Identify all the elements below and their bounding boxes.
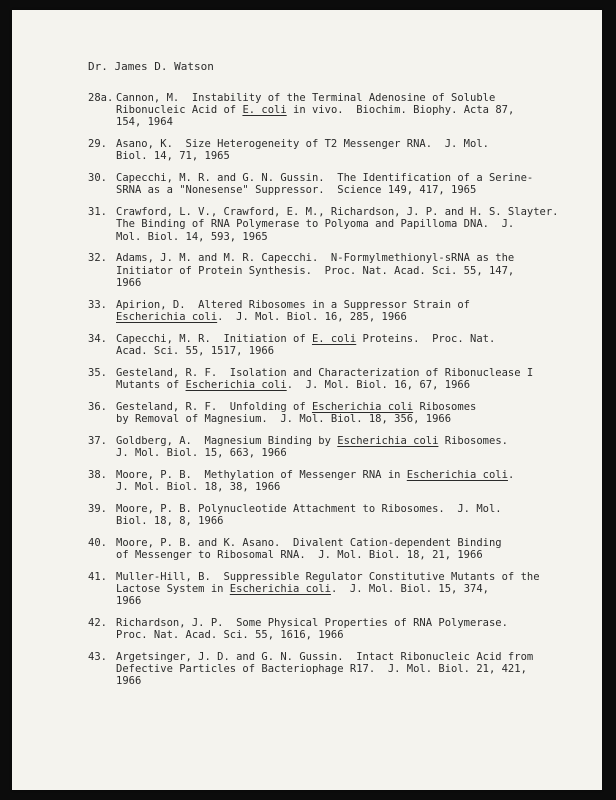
reference-line xyxy=(116,138,588,150)
reference-item xyxy=(88,401,588,425)
reference-line xyxy=(116,663,588,675)
line-text: J. Mol. Biol. 15, 663, 1966 xyxy=(116,446,287,459)
line-text: Initiator of Protein Synthesis. Proc. Nat. Acad. Sci. 55, 147, xyxy=(116,264,515,277)
line-text: Asano, K. Size Heterogeneity of T2 Messenger RNA. J. Mol. xyxy=(116,138,489,151)
underlined-species-name: Escherichia coli xyxy=(311,400,414,413)
line-text: Cannon, M. Instability of the Terminal Adenosine of Soluble xyxy=(116,92,496,104)
reference-item xyxy=(88,651,588,688)
reference-number: 42. xyxy=(88,616,107,629)
reference-item xyxy=(88,367,588,391)
line-text: Gesteland, R. F. Isolation and Characterization of Ribonuclease I xyxy=(116,366,534,379)
reference-number: 28a. xyxy=(88,92,114,104)
line-text: Mutants of xyxy=(116,378,186,391)
line-text: Moore, P. B. Polynucleotide Attachment to Ribosomes. J. Mol. xyxy=(116,502,502,515)
line-text: The Binding of RNA Polymerase to Polyoma and Papilloma DNA. J. xyxy=(116,218,515,231)
line-text: . J. Mol. Biol. 16, 67, 1966 xyxy=(286,378,471,391)
reference-line xyxy=(116,595,588,607)
reference-line xyxy=(116,537,588,549)
line-text: Moore, P. B. and K. Asano. Divalent Cation-dependent Binding xyxy=(116,536,502,549)
line-text: in vivo. Biochim. Biophy. Acta 87, xyxy=(286,104,515,117)
reference-number: 39. xyxy=(88,502,107,515)
line-text: Capecchi, M. R. and G. N. Gussin. The Identification of a Serine- xyxy=(116,172,534,185)
line-text: Muller-Hill, B. Suppressible Regulator Constitutive Mutants of the xyxy=(116,570,540,583)
line-text: 1966 xyxy=(116,595,142,608)
reference-number: 34. xyxy=(88,332,107,345)
reference-item xyxy=(88,503,588,527)
line-text: J. Mol. Biol. 18, 38, 1966 xyxy=(116,480,281,493)
reference-line xyxy=(116,379,588,391)
line-text: Richardson, J. P. Some Physical Properties of RNA Polymerase. xyxy=(116,616,508,629)
reference-item xyxy=(88,138,588,162)
underlined-species-name: Escherichia coli xyxy=(229,582,331,595)
reference-number: 36. xyxy=(88,400,107,413)
line-text: Crawford, L. V., Crawford, E. M., Richardson, J. P. and H. S. Slayter. xyxy=(116,206,559,219)
reference-line xyxy=(116,92,588,104)
reference-line xyxy=(116,675,588,687)
underlined-species-name: Escherichia coli xyxy=(185,378,287,391)
line-text: Goldberg, A. Magnesium Binding by xyxy=(116,434,338,447)
reference-line xyxy=(116,447,588,459)
reference-line xyxy=(116,184,588,196)
line-text: 1966 xyxy=(116,276,142,289)
line-text: Moore, P. B. Methylation of Messenger RNA in xyxy=(116,468,407,481)
reference-line xyxy=(116,367,588,379)
line-text: Apirion, D. Altered Ribosomes in a Suppressor Strain of xyxy=(116,298,471,311)
reference-number: 32. xyxy=(88,252,107,265)
line-text: Defective Particles of Bacteriophage R17. J. Mol. Biol. 21, 421, xyxy=(116,663,527,676)
line-text: Proc. Nat. Acad. Sci. 55, 1616, 1966 xyxy=(116,629,344,642)
line-text: Capecchi, M. R. Initiation of xyxy=(116,332,312,345)
line-text: Proteins. Proc. Nat. xyxy=(356,332,496,345)
underlined-species-name: Escherichia coli xyxy=(406,468,508,481)
reference-item xyxy=(88,92,588,129)
reference-line xyxy=(116,218,588,230)
reference-line xyxy=(116,435,588,447)
line-text: 1966 xyxy=(116,675,142,688)
reference-item xyxy=(88,537,588,561)
reference-line xyxy=(116,299,588,311)
reference-line xyxy=(116,116,588,128)
reference-line xyxy=(116,549,588,561)
reference-line xyxy=(116,265,588,277)
line-text: of Messenger to Ribosomal RNA. J. Mol. Biol. 18, 21, 1966 xyxy=(116,548,483,561)
reference-line xyxy=(116,469,588,481)
line-text: Lactose System in xyxy=(116,582,230,595)
line-text: Adams, J. M. and M. R. Capecchi. N-Formylmethionyl-sRNA as the xyxy=(116,252,515,265)
reference-line xyxy=(116,401,588,413)
line-text: 154, 1964 xyxy=(116,116,173,129)
reference-line xyxy=(116,345,588,357)
line-text: Biol. 14, 71, 1965 xyxy=(116,150,230,163)
reference-line xyxy=(116,104,588,116)
line-text: Mol. Biol. 14, 593, 1965 xyxy=(116,230,268,243)
reference-item xyxy=(88,299,588,323)
reference-line xyxy=(116,503,588,515)
reference-number: 41. xyxy=(88,570,107,583)
reference-line xyxy=(116,150,588,162)
line-text: . J. Mol. Biol. 15, 374, xyxy=(330,582,489,595)
reference-number: 37. xyxy=(88,434,107,447)
reference-item xyxy=(88,435,588,459)
line-text: Acad. Sci. 55, 1517, 1966 xyxy=(116,344,275,357)
reference-item xyxy=(88,333,588,357)
reference-number: 40. xyxy=(88,536,107,549)
line-text: Argetsinger, J. D. and G. N. Gussin. Intact Ribonucleic Acid from xyxy=(116,650,534,663)
line-text: Biol. 18, 8, 1966 xyxy=(116,514,224,527)
reference-number: 43. xyxy=(88,650,107,663)
reference-line xyxy=(116,311,588,323)
reference-line xyxy=(116,277,588,289)
reference-item xyxy=(88,172,588,196)
reference-line xyxy=(116,617,588,629)
reference-line xyxy=(116,583,588,595)
reference-number: 33. xyxy=(88,298,107,311)
reference-line xyxy=(116,252,588,264)
reference-line xyxy=(116,515,588,527)
reference-line xyxy=(116,333,588,345)
reference-line xyxy=(116,651,588,663)
line-text: . J. Mol. Biol. 16, 285, 1966 xyxy=(217,310,407,323)
reference-list xyxy=(88,92,588,697)
line-text: Ribosomes. xyxy=(438,434,508,447)
reference-line xyxy=(116,206,588,218)
reference-number: 31. xyxy=(88,206,107,219)
reference-item xyxy=(88,617,588,641)
line-text: by Removal of Magnesium. J. Mol. Biol. 18, 356, 1966 xyxy=(116,412,452,425)
reference-line xyxy=(116,481,588,493)
reference-number: 30. xyxy=(88,172,107,185)
line-text: Gesteland, R. F. Unfolding of xyxy=(116,400,312,413)
line-text: Ribonucleic Acid of xyxy=(116,104,243,117)
reference-number: 35. xyxy=(88,366,107,379)
reference-number: 38. xyxy=(88,468,107,481)
page-header: Dr. James D. Watson xyxy=(88,60,214,73)
line-text: . xyxy=(507,468,515,481)
line-text: Ribosomes xyxy=(413,400,477,413)
reference-line xyxy=(116,231,588,243)
reference-item xyxy=(88,571,588,608)
reference-item xyxy=(88,252,588,289)
line-text: SRNA as a "Nonesense" Suppressor. Science 149, 417, 1965 xyxy=(116,184,477,197)
reference-line xyxy=(116,571,588,583)
reference-line xyxy=(116,629,588,641)
reference-number: 29. xyxy=(88,138,107,151)
underlined-species-name: E. coli xyxy=(311,332,357,345)
underlined-species-name: E. coli xyxy=(242,104,287,117)
reference-line xyxy=(116,172,588,184)
underlined-species-name: Escherichia coli xyxy=(116,310,218,323)
reference-item xyxy=(88,206,588,243)
reference-line xyxy=(116,413,588,425)
underlined-species-name: Escherichia coli xyxy=(337,434,439,447)
document-page xyxy=(12,10,602,790)
reference-item xyxy=(88,469,588,493)
